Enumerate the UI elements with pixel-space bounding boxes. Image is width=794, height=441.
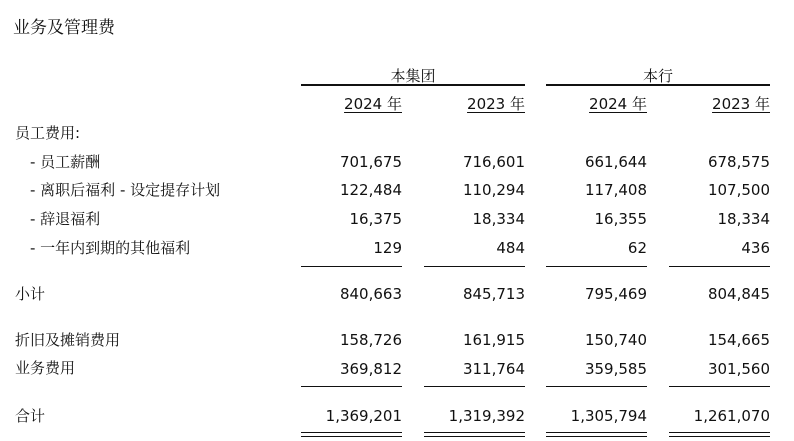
total-rule [546, 386, 647, 387]
cell-value: 484 [496, 239, 525, 257]
cell-value: 16,375 [349, 210, 402, 228]
row-label: - 辞退福利 [30, 210, 101, 228]
subtotal-rule [546, 266, 647, 267]
cell-value: 150,740 [584, 331, 647, 349]
subtotal-rule [301, 266, 402, 267]
cell-value: 129 [373, 239, 402, 257]
total-double-rule [301, 432, 402, 437]
total-rule [424, 386, 525, 387]
year-header-col2: 2023 年 [467, 95, 525, 113]
cell-value: 359,585 [584, 360, 647, 378]
section-label-staff-costs: 员工费用: [15, 124, 81, 142]
row-label: 折旧及摊销费用 [15, 331, 121, 349]
cell-value: 845,713 [462, 285, 525, 303]
cell-value: 117,408 [584, 181, 647, 199]
cell-value: 62 [627, 239, 647, 257]
page-title: 业务及管理费 [13, 18, 115, 38]
cell-value: 18,334 [472, 210, 525, 228]
total-double-rule [669, 432, 770, 437]
group-header-consolidated-rule [301, 84, 525, 86]
cell-value: 110,294 [462, 181, 525, 199]
cell-value: 661,644 [584, 153, 647, 171]
year-header-col4: 2023 年 [712, 95, 770, 113]
cell-value: 701,675 [339, 153, 402, 171]
cell-value: 795,469 [584, 285, 647, 303]
subtotal-rule [424, 266, 525, 267]
cell-value: 16,355 [594, 210, 647, 228]
year-header-col1: 2024 年 [344, 95, 402, 113]
group-header-bank-rule [546, 84, 770, 86]
cell-value: 804,845 [707, 285, 770, 303]
row-label: 业务费用 [15, 359, 76, 377]
cell-value: 18,334 [717, 210, 770, 228]
row-label: - 一年内到期的其他福利 [30, 239, 191, 257]
cell-value: 311,764 [462, 360, 525, 378]
subtotal-rule [669, 266, 770, 267]
year-header-col3: 2024 年 [589, 95, 647, 113]
cell-value: 1,305,794 [570, 407, 647, 425]
cell-value: 107,500 [707, 181, 770, 199]
cell-value: 122,484 [339, 181, 402, 199]
cell-value: 154,665 [707, 331, 770, 349]
row-label: - 员工薪酬 [30, 153, 101, 171]
cell-value: 840,663 [339, 285, 402, 303]
cell-value: 161,915 [462, 331, 525, 349]
row-label: 合计 [15, 407, 46, 425]
total-double-rule [546, 432, 647, 437]
cell-value: 1,369,201 [325, 407, 402, 425]
total-double-rule [424, 432, 525, 437]
cell-value: 301,560 [707, 360, 770, 378]
cell-value: 678,575 [707, 153, 770, 171]
group-header-bank: 本行 [642, 67, 673, 85]
cell-value: 716,601 [462, 153, 525, 171]
row-label: - 离职后福利 - 设定提存计划 [30, 181, 221, 199]
cell-value: 369,812 [339, 360, 402, 378]
group-header-consolidated: 本集团 [390, 67, 436, 85]
total-rule [301, 386, 402, 387]
total-rule [669, 386, 770, 387]
cell-value: 1,261,070 [693, 407, 770, 425]
cell-value: 436 [741, 239, 770, 257]
cell-value: 1,319,392 [448, 407, 525, 425]
row-label: 小计 [15, 285, 46, 303]
cell-value: 158,726 [339, 331, 402, 349]
